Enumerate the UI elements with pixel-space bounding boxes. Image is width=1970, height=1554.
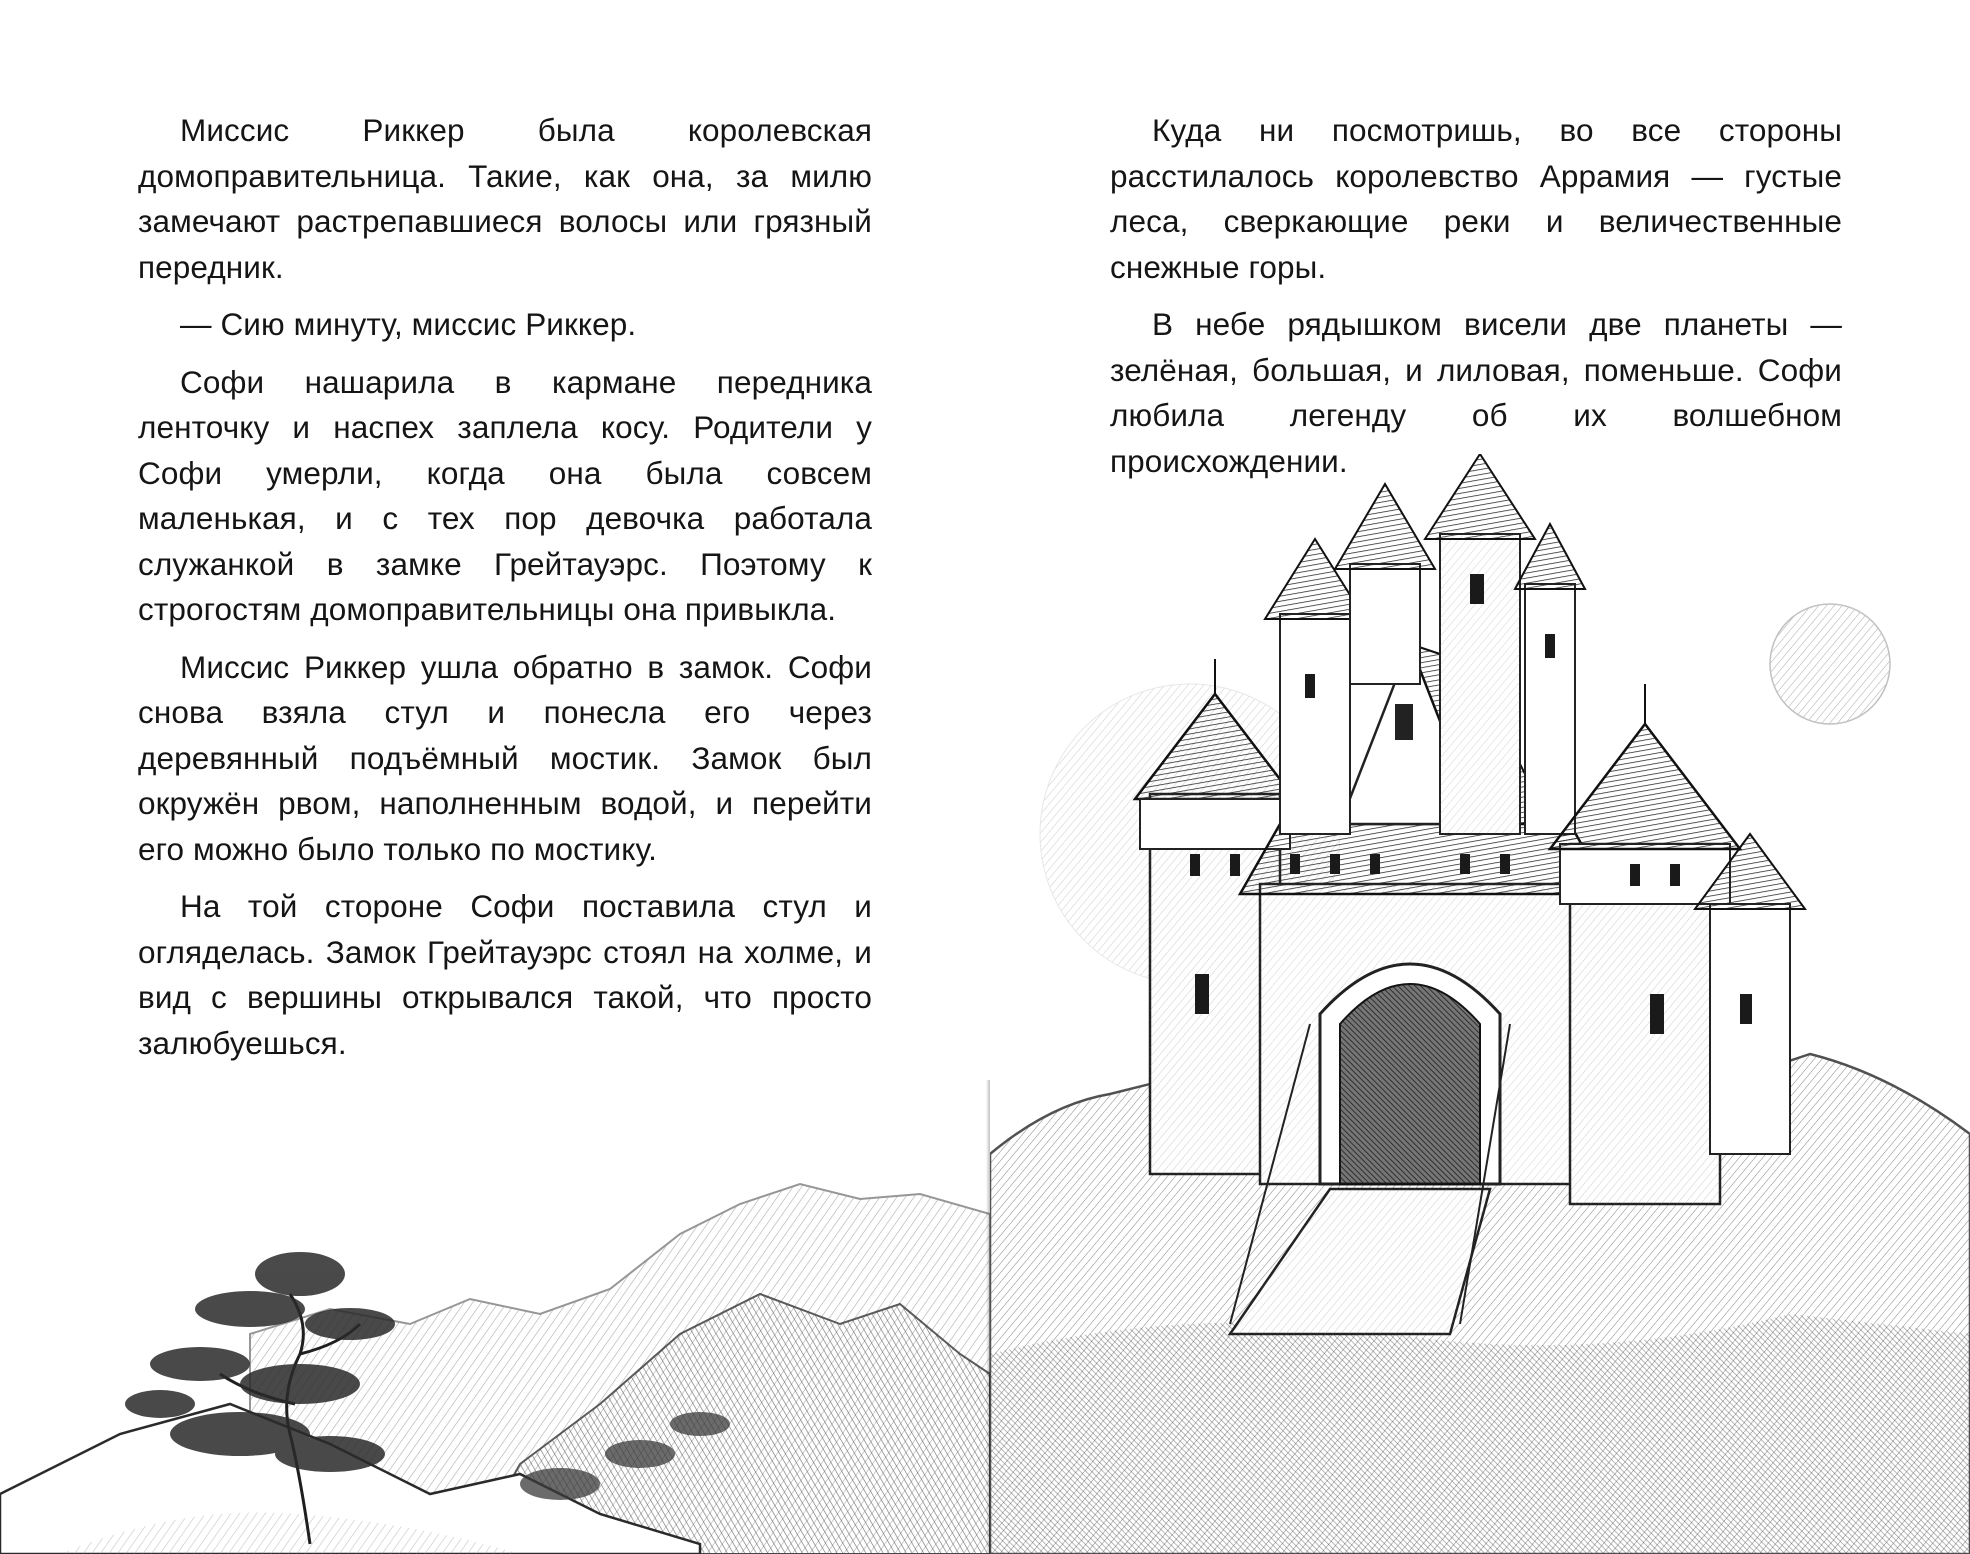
left-text-column (138, 108, 872, 1078)
paragraph: — Сию минуту, миссис Риккер. (180, 306, 637, 342)
paragraph: Миссис Риккер ушла обратно в замок. Софи снова взяла стул и понесла его через деревянный подъёмный мостик. Замок был окружён рвом, наполненным водой, и перейти его можно было только по мостику. (138, 648, 872, 867)
right-text-column (1110, 108, 1842, 496)
paragraph: Куда ни посмотришь, во все стороны расстилалось королевство Аррамия — густые леса, сверкающие реки и величественные снежные горы. (1110, 112, 1842, 285)
right-page (990, 0, 1970, 1554)
paragraph: В небе рядышком висели две планеты — зелёная, большая, и лиловая, поменьше. Софи любила легенду об их волшебном происхождении. (1110, 306, 1842, 479)
small-planet-icon (1770, 604, 1890, 724)
paragraph: На той стороне Софи поставила стул и огляделась. Замок Грейтауэрс стоял на холме, и вид с вершины открывался такой, что просто залюбуешься. (138, 888, 872, 1061)
paragraph: Софи нашарила в кармане передника ленточку и наспех заплела косу. Родители у Софи умерли, когда она была совсем маленькая, и с тех пор девочка работала служанкой в замке Грейтауэрс. Поэтому к строгостям домоправительницы она привыкла. (138, 363, 872, 627)
hills-and-tree-illustration (0, 1074, 990, 1554)
castle-illustration (990, 454, 1970, 1554)
paragraph: Миссис Риккер была королевская домоправительница. Такие, как она, за милю замечают растрепавшиеся волосы или грязный передник. (138, 112, 872, 285)
